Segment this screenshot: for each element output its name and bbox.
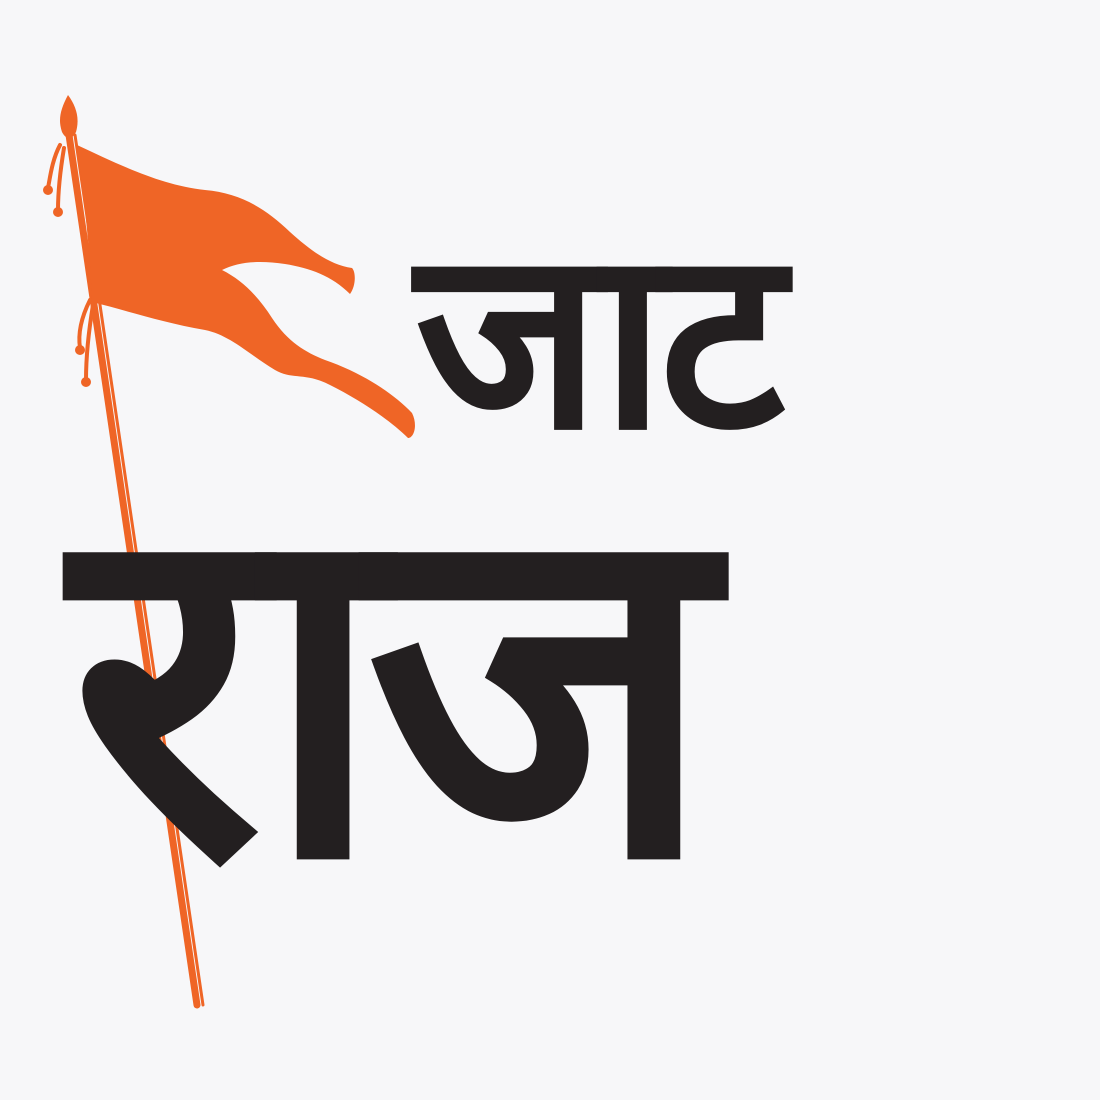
headline-word-jaat: जाट <box>415 194 780 485</box>
flag-cloth <box>77 145 415 438</box>
headline-word-raaj: राज <box>70 416 697 963</box>
